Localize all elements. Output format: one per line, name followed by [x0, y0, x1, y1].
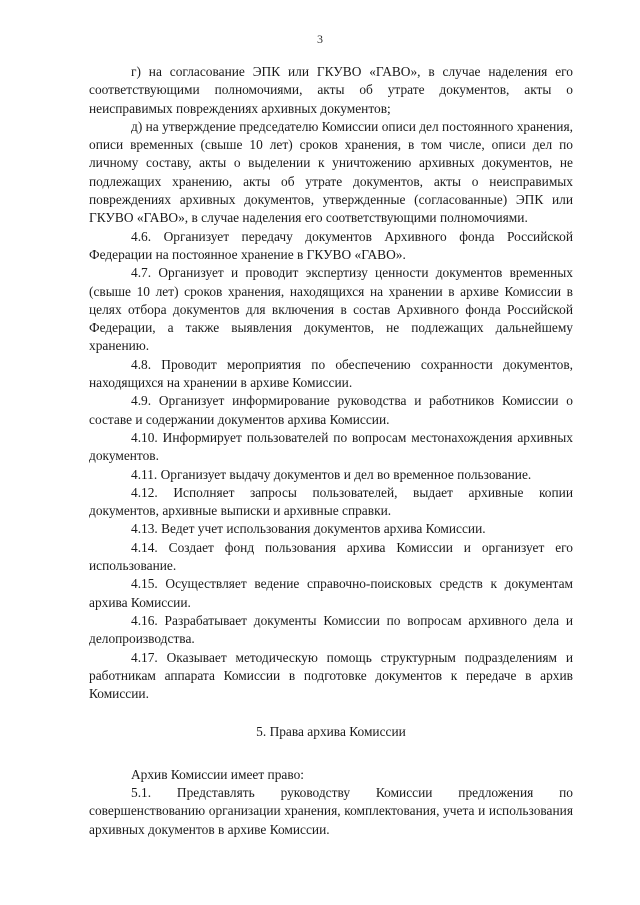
paragraph-item-d: д) на утверждение председателю Комиссии описи дел постоянного хранения, описи временных (свыше 10 лет) сроков хранения, в том числе, описи дел по личному составу, акты о выделении к уничтожению архивных документов, не подлежащих хранению, акты об утрате документов, акты о неисправимых повреждениях архивных документов, утвержденные (согласованные) ЭПК или ГКУВО «ГАВО», в случае наделения его соответствующими полномочиями.	[89, 118, 573, 226]
section-intro: Архив Комиссии имеет право:	[131, 766, 304, 782]
page-number: 3	[317, 32, 323, 46]
document-body	[89, 63, 573, 839]
paragraph-item-g: г) на согласование ЭПК или ГКУВО «ГАВО», в случае наделения его соответствующими полномочиями, акты об утрате документов, акты о неисправимых повреждениях архивных документов;	[89, 64, 573, 116]
paragraph-5-1: 5.1. Представлять руководству Комиссии предложения по совершенствованию организации хранения, комплектования, учета и использования архивных документов в архиве Комиссии.	[89, 784, 573, 837]
paragraph-4-8: 4.8. Проводит мероприятия по обеспечению сохранности документов, находящихся на хранении в архиве Комиссии.	[89, 356, 573, 391]
paragraph-4-14: 4.14. Создает фонд пользования архива Комиссии и организует его использование.	[89, 539, 573, 574]
paragraph-4-17: 4.17. Оказывает методическую помощь структурным подразделениям и работникам аппарата Комиссии в подготовке документов к передаче в архив Комиссии.	[89, 649, 573, 702]
paragraph-4-9: 4.9. Организует информирование руководства и работников Комиссии о составе и содержании документов архива Комиссии.	[89, 393, 573, 427]
paragraph-4-15: 4.15. Осуществляет ведение справочно-поисковых средств к документам архива Комиссии.	[89, 576, 573, 610]
paragraph-4-13: 4.13. Ведет учет использования документов архива Комиссии.	[131, 521, 486, 537]
paragraph-4-12: 4.12. Исполняет запросы пользователей, выдает архивные копии документов, архивные выписки и архивные справки.	[89, 484, 573, 519]
paragraph-4-7: 4.7. Организует и проводит экспертизу ценности документов временных (свыше 10 лет) сроков хранения, находящихся на хранении в архиве Комиссии в целях отбора документов для включения в состав Архивного фонда Российской Федерации, а также выявления документов, не подлежащих дальнейшему хранению.	[89, 265, 573, 354]
section-heading: 5. Права архива Комиссии	[256, 724, 406, 740]
paragraph-4-16: 4.16. Разрабатывает документы Комиссии по вопросам архивного дела и делопроизводства.	[89, 612, 573, 647]
paragraph-4-11: 4.11. Организует выдачу документов и дел во временное пользование.	[131, 466, 532, 482]
paragraph-4-10: 4.10. Информирует пользователей по вопросам местонахождения архивных документов.	[89, 429, 573, 464]
paragraph-4-6: 4.6. Организует передачу документов Архивного фонда Российской Федерации на постоянное хранение в ГКУВО «ГАВО».	[89, 228, 573, 262]
